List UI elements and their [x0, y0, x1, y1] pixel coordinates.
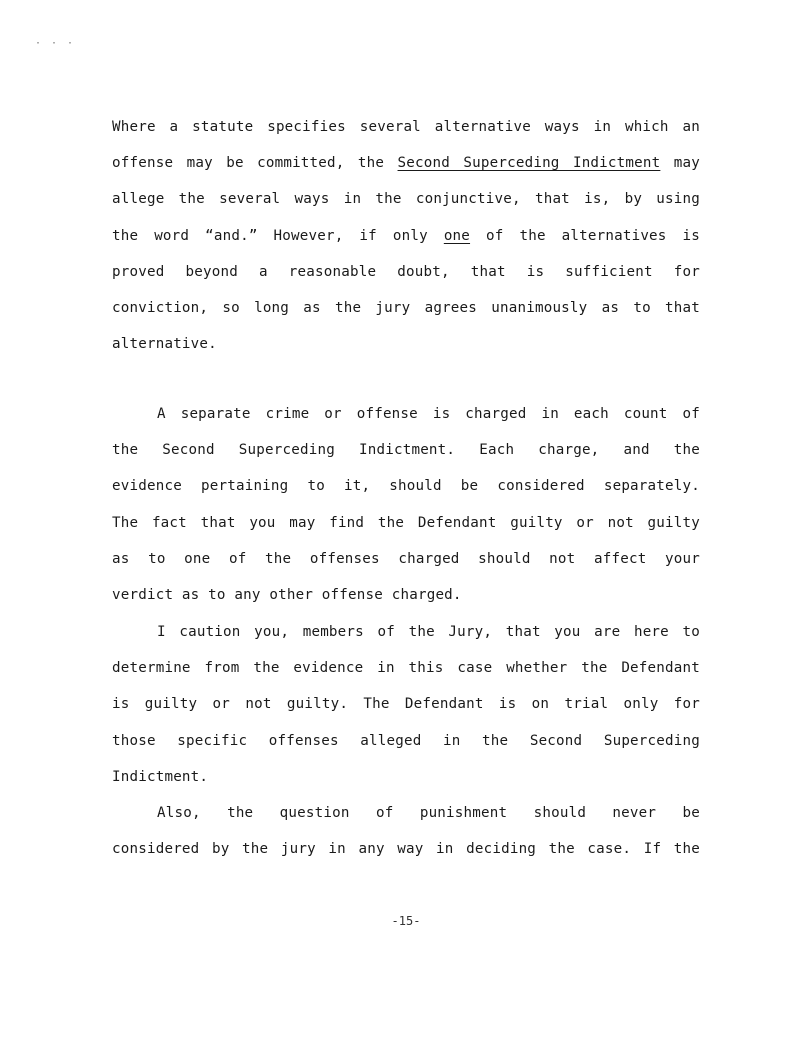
text-line — [112, 181, 700, 217]
paragraph-separate-offenses — [112, 396, 700, 613]
text-run: Indictment. — [112, 768, 209, 785]
text-line — [112, 396, 700, 432]
text-run: I caution you, members of the Jury, that you are here to — [157, 624, 700, 640]
text-line — [112, 795, 700, 831]
underlined-indictment-title: Second Superceding Indictment — [397, 155, 661, 172]
paragraph-alternative-ways — [112, 109, 700, 362]
text-line — [112, 723, 700, 759]
text-run: of the alternatives is — [470, 227, 700, 244]
underlined-one: one — [443, 227, 471, 244]
text-line — [112, 254, 700, 290]
text-run: Where a statute specifies several alternative ways in which an — [112, 119, 700, 135]
scan-specks: ··· — [35, 38, 84, 49]
text-run: alternative. — [112, 336, 217, 353]
text-run: considered by the jury in any way in deciding the case. If the — [112, 841, 700, 858]
text-run: those specific offenses alleged in the Second Superceding — [112, 732, 700, 749]
text-line — [112, 614, 700, 650]
text-run: The fact that you may find the Defendant guilty or not guilty — [112, 514, 700, 531]
paragraph-punishment — [112, 795, 700, 867]
text-line — [112, 831, 700, 867]
text-line — [112, 432, 700, 468]
text-run: evidence pertaining to it, should be considered separately. — [112, 478, 700, 495]
text-run: the word “and.” However, if only — [112, 227, 444, 244]
text-line — [112, 218, 700, 254]
text-run: the Second Superceding Indictment. Each charge, and the — [112, 442, 700, 459]
page-number: -15- — [391, 914, 421, 928]
text-run: proved beyond a reasonable doubt, that is sufficient for — [112, 263, 700, 280]
text-line — [112, 650, 700, 686]
text-line — [112, 505, 700, 541]
text-run: may — [660, 155, 700, 172]
text-line — [112, 541, 700, 577]
text-run: as to one of the offenses charged should not affect your — [112, 550, 700, 567]
text-line — [112, 145, 700, 181]
text-line — [112, 468, 700, 504]
text-line — [112, 326, 700, 362]
paragraph-caution — [112, 614, 700, 795]
text-run: allege the several ways in the conjunctive, that is, by using — [112, 191, 700, 208]
text-run: determine from the evidence in this case whether the Defendant — [112, 660, 700, 677]
text-line — [112, 686, 700, 722]
text-run: verdict as to any other offense charged. — [112, 586, 462, 603]
text-line — [112, 109, 700, 145]
text-line — [112, 290, 700, 326]
text-line — [112, 577, 700, 613]
text-run: Also, the question of punishment should never be — [157, 805, 700, 821]
text-line — [112, 759, 700, 795]
text-run: conviction, so long as the jury agrees unanimously as to that — [112, 299, 700, 316]
text-run: A separate crime or offense is charged in each count of — [157, 406, 700, 422]
text-run: is guilty or not guilty. The Defendant is on trial only for — [112, 696, 700, 713]
text-run: offense may be committed, the — [112, 155, 398, 172]
